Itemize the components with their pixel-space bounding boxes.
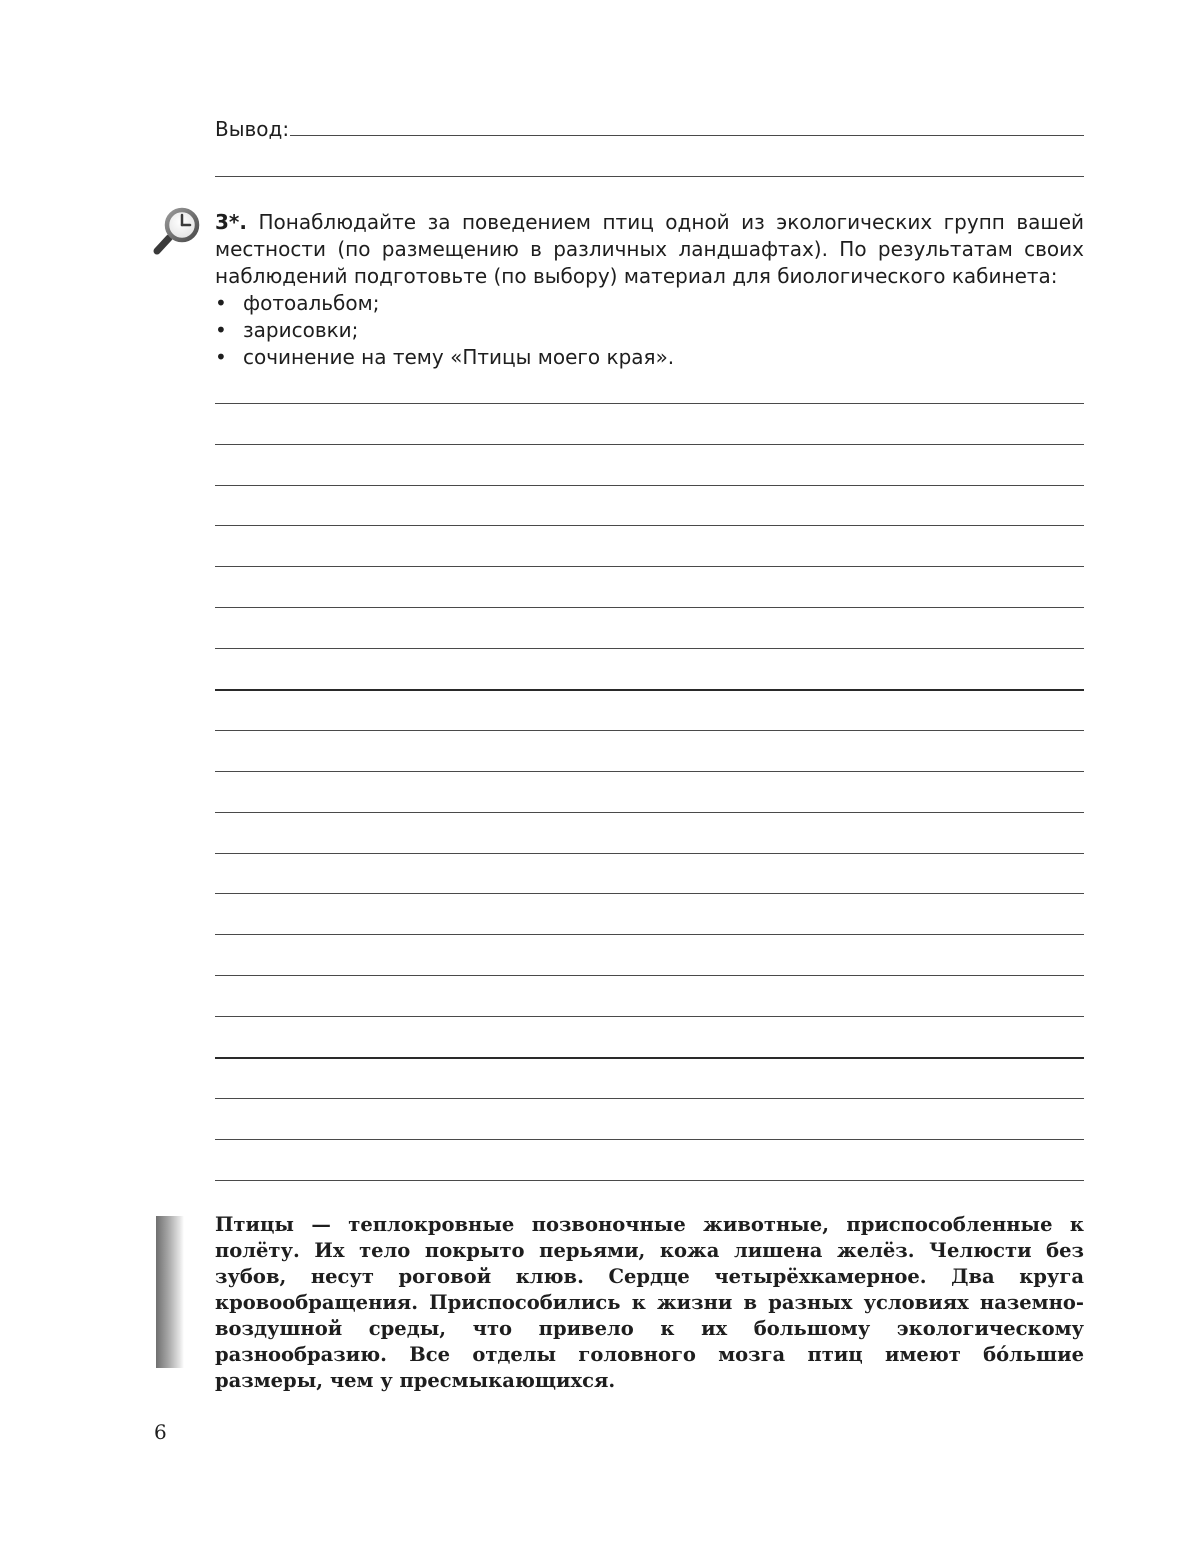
magnifier-clock-icon (152, 205, 204, 257)
conclusion-field[interactable] (215, 115, 1084, 145)
answer-line[interactable] (215, 1016, 1084, 1017)
conclusion-answer-line[interactable] (215, 176, 1084, 177)
summary-marker-bar (156, 1216, 184, 1368)
conclusion-label: Вывод: (215, 117, 290, 141)
answer-line[interactable] (215, 812, 1084, 813)
task-statement (215, 209, 1084, 290)
list-item: • сочинение на тему «Птицы моего края». (215, 344, 1084, 371)
list-item: • фотоальбом; (215, 290, 1084, 317)
task-number: 3*. (215, 210, 247, 234)
answer-line[interactable] (215, 730, 1084, 731)
task-options-list (215, 290, 1084, 371)
answer-line[interactable] (215, 689, 1084, 691)
answer-line[interactable] (215, 1180, 1084, 1181)
answer-line[interactable] (215, 853, 1084, 854)
answer-line[interactable] (215, 607, 1084, 608)
answer-line[interactable] (215, 1139, 1084, 1140)
task-text: Понаблюдайте за поведением птиц одной из экологических групп вашей местности (по размещению в различных ландшафтах). По результатам своих наблюдений подготовьте (по выбору) материал для биологического кабинета: (215, 210, 1084, 288)
answer-line[interactable] (215, 934, 1084, 935)
answer-line[interactable] (215, 403, 1084, 404)
summary-text: Птицы — теплокровные позвоночные животные, приспособленные к полёту. Их тело покрыто перьями, кожа лишена желёз. Челюсти без зубов, несут роговой клюв. Сердце четырёхкамерное. Два круга кровообращения. Приспособились к жизни в разных условиях наземно-воздушной среды, что привело к их большому экологическому разнообразию. Все отделы головного мозга птиц имеют бóльшие размеры, чем у пресмыкающихся. (215, 1213, 1084, 1392)
answer-line[interactable] (215, 525, 1084, 526)
answer-line[interactable] (215, 648, 1084, 649)
answer-line[interactable] (215, 1057, 1084, 1059)
answer-line[interactable] (215, 893, 1084, 894)
answer-line[interactable] (215, 771, 1084, 772)
conclusion-answer-line[interactable] (290, 135, 1084, 136)
answer-line[interactable] (215, 444, 1084, 445)
answer-line[interactable] (215, 485, 1084, 486)
page-number: 6 (154, 1420, 167, 1444)
list-item: • зарисовки; (215, 317, 1084, 344)
answer-line[interactable] (215, 566, 1084, 567)
task-3 (215, 209, 1084, 371)
answer-line[interactable] (215, 975, 1084, 976)
answer-line[interactable] (215, 1098, 1084, 1099)
